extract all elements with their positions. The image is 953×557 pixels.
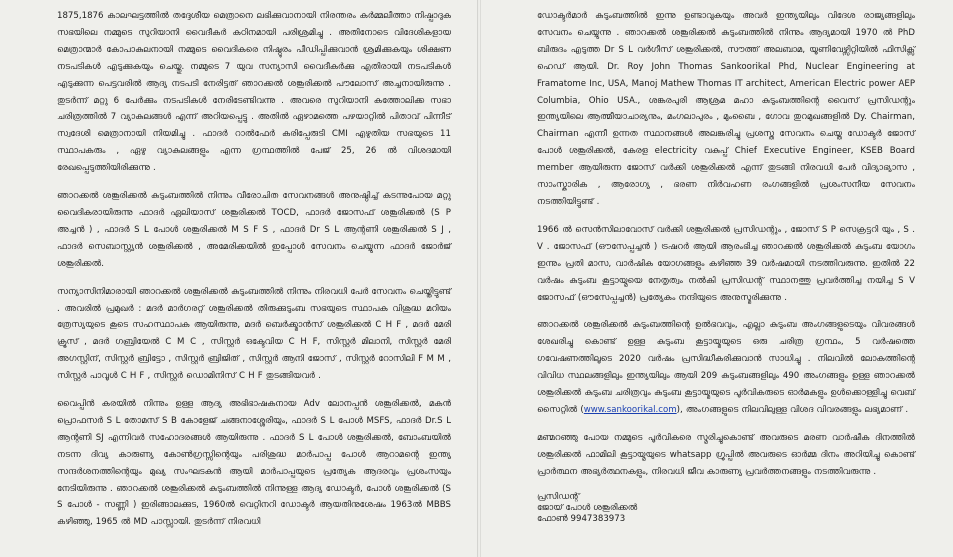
right-paragraph-3-suffix: , അംഗങ്ങളുടെ നിലവിലുള്ള വിശദ വിവരങ്ങളും ലഭ്യമാണ് . [680, 404, 909, 415]
right-paragraph-4: മണ്മറഞ്ഞു പോയ നമ്മുടെ പൂർവികരെ സ്മരിച്ചുകൊണ്ട് അവരുടെ മരണ വാർഷീക ദിനത്തിൽ ശങ്കൂരിക്കൽ ഫാമിലി കൂട്ടായ്മയുടെ whatsapp ഗ്രൂപ്പിൽ അവരുടെ ഓർമ്മ ദിനം അറിയിച്ചു കൊണ്ട് പ്രാർത്ഥന അഭ്യർത്ഥനകളും, നിരവധി ജീവ കാരുണ്യ പ്രവർത്തനങ്ങളും നടത്തിവരുന്നു . [537, 432, 915, 477]
left-paragraph-1: 1875,1876 കാലഘട്ടത്തിൽ തദ്ദേശീയ മെത്രാനെ ലഭിക്കുവാനായി നിരന്തരം കർമ്മലീത്താ നിഷ്പാദുക സഭയിലെ നമ്മുടെ സുറിയാനി വൈദീകർ കഠിനമായി പരിശ്രമിച്ചു . അതിനോടെ വിദേശികളായ മെത്രാന്മാർ കോപാകുലനായി നമ്മുടെ വൈദികരെ നിഷ്ഠൂരം പീഡിപ്പിക്കുവാൻ ശ്രമിക്കുകയും ശിക്ഷണ നടപടികൾ എടുക്കുകയും ചെയ്തു. നമ്മുടെ 7 യുവ സന്യാസി വൈദീകർക്കു എതിരായി നടപടികൾ എടുക്കുന്ന പെട്ടവരിൽ ആദ്യ നടപടി നേരിട്ടത് ഞാറക്കൽ ശങ്കൂരിക്കൽ പൗലോസ് അച്ചനായിരുന്നു . തുടർന്ന് മറ്റു 6 പേർക്കും നടപടികൾ നേരിടേണ്ടിവന്നു . അവരെ സുറിയാനി കത്തോലിക്ക സഭാ ചരിത്രത്തിൽ 7 വ്യാകുലങ്ങൾ എന്ന് അറിയപ്പെട്ടു . അതിൽ ഏഴാമത്തെ പഴയാറ്റിൽ പിതാവ് പിന്നീട് സ്വദേശി മെത്രാനായി നിയമിച്ചു . ഫാദർ റാൽഫേർ കരിപ്പേരുടി CMI എഴുതിയ സഭയുടെ 11 സ്ഥാപകരും , ഏഴു വ്യാകുലങ്ങളും എന്ന ഗ്രന്ഥത്തിൽ പേജ് 25, 26 ൽ വിശദമായി രേഖപ്പെടുത്തിയിരിക്കുന്നു . [57, 11, 451, 174]
right-paragraph-3: ഞാറക്കൽ ശങ്കൂരിക്കൽ കുടുംബത്തിന്റെ ഉൽഭവവും, എല്ലാ കുടുംബ അംഗങ്ങളുടെയും വിവരങ്ങൾ ശേഖരിച്ചു കൊണ്ട് ഉള്ള കുടുംബ കൂട്ടായ്മയുടെ ഒരു ചരിത്ര ഗ്രന്ഥം, 5 വർഷത്തെ ഗവേഷണത്തിലൂടെ 2020 വർഷം പ്രസിദ്ധീകരിക്കുവാൻ സാധിച്ചു . നിലവിൽ ലോകത്തിന്റെ വിവിധ സ്ഥലങ്ങളിലും ഇന്ത്യയിലും ആയി 209 കുടുംബങ്ങളിലും 490 അംഗങ്ങളും ഉള്ള ഞാറക്കൽ ശങ്കൂരിക്കൽ കുടുംബ ചരിത്രവും കുടുംബ കൂട്ടായ്മയുടെ പൂർവികരുടെ ഓർമകളും ഉൾക്കൊള്ളിച്ചു വെബ് സൈറ്റിൽ (www.sankoorikal.com), അംഗങ്ങളുടെ നിലവിലുള്ള വിശദ വിവരങ്ങളും ലഭ്യമാണ് . [537, 320, 915, 415]
left-paragraph-3: സന്യാസിനിമാരായി ഞാറക്കൽ ശങ്കൂരിക്കൽ കുടുംബത്തിൽ നിന്നും നിരവധി പേർ സേവനം ചെയ്തിട്ടുണ്ട് . അവരിൽ പ്രമുഖർ : മദർ മാർഗരറ്റ് ശങ്കൂരിക്കൽ തിരുക്കുടുംബ സഭയുടെ സ്ഥാപക വിശുദ്ധ മറിയം ത്രേസ്യയുടെ കൂടെ സഹസ്ഥാപക ആയിരുന്നു, മദർ ബെർക്ക്മാൻസ് ശങ്കൂരിക്കൽ C H F , മദർ മേരി ക്രൂസ് , മദർ ഗബ്രിയേൽ C M C , സിസ്റ്റർ ഒക്ടേവിയ C H F, സിസ്റ്റർ മിലാനി, സിസ്റ്റർ മേരി അഗസ്റ്റിന്, സിസ്റ്റർ ബ്രിട്ടോ , സിസ്റ്റർ ബ്രിജിത് , സിസ്റ്റർ ആനി ജോസ് , സിസ്റ്റർ റോസിലി F M M , സിസ്റ്റർ പാവൂൾ C H F , സിസ്റ്റർ ഡൊമിനിസ് C H F തുടങ്ങിയവർ . [57, 286, 451, 382]
left-paragraph-4: വൈപ്പിൻ കരയിൽ നിന്നും ഉള്ള ആദ്യ അഭിഭാഷകനായ Adv ലോനപ്പൻ ശങ്കൂരിക്കൽ, മകൻ പ്രൊഫസർ S L തോമസ് S B കോളേജ് ചങ്ങനാശ്ശേരിയും, ഫാദർ S L പോൾ MSFS, ഫാദർ Dr.S L ആന്റണി SJ എന്നിവർ സഹോദരങ്ങൾ ആയിരുന്നു . ഫാദർ S L പോൾ ശങ്കൂരിക്കൽ, ബോംബയിൽ നടന്ന ദിവ്യ കാരുണ്യ കോൺഗ്രസ്സിന്റെയും പരിശുദ്ധ മാർപാപ്പ പോൾ ആറാമന്റെ ഇന്ത്യ സന്ദർശനത്തിന്റെയും മുഖ്യ സംഘടകൻ ആയി മാർപാപ്പയുടെ പ്രത്യേക ആദരവും പ്രശംസയും നേടിയിരുന്നു . ഞാറക്കൽ ശങ്കൂരിക്കൽ കുടുംബത്തിൽ നിന്നുള്ള ആദ്യ ഡോക്ടർ, പോൾ ശങ്കൂരിക്കൽ (S S പോൾ - സണ്ണി ) ഇരിങ്ങാലക്കുട, 1960ൽ വെറ്റിനറി ഡോക്ടർ ആയതിനുശേഷം 1963ൽ MBBS കഴിഞ്ഞു, 1965 ൽ MD പാസ്സായി. തുടർന്ന് നിരവധി [57, 399, 451, 528]
signature-name: ജോയ് പോൾ ശങ്കൂരിക്കൽ [537, 502, 638, 513]
website-link[interactable]: www.sankoorikal.com [583, 404, 677, 415]
signature-phone: ഫോൺ 9947383973 [537, 514, 626, 525]
right-page [481, 0, 953, 557]
signature-block [537, 492, 915, 526]
signature-title: പ്രസിഡന്റ് [537, 491, 580, 502]
right-paragraph-2: 1966 ൽ സെൻസിലാവോസ് വർക്കി ശങ്കൂരിക്കൽ പ്രസിഡന്റും , ജോസ് S P സെക്രട്ടറി യും , S . V . ജോസഫ് (ഔസേപ്പച്ചൻ ) ട്രഷറർ ആയി ആരംഭിച്ച ഞാറക്കൽ ശങ്കൂരിക്കൽ കുടുംബ യോഗം ഇന്നും പ്രതി മാസ, വാർഷിക യോഗങ്ങളും കഴിഞ്ഞ 39 വർഷമായി നടത്തിവരുന്നു. ഇതിൽ 22 വർഷം കുടുംബ കൂട്ടായ്മയെ നേതൃത്വം നൽകി പ്രസിഡന്റ് സ്ഥാനത്തു പ്രവർത്തിച്ച നയിച്ച S V ജോസഫ് (ഔസേപ്പച്ചൻ) പ്രത്യേകം നന്ദിയുടെ അനുസ്മരിക്കുന്നു . [537, 224, 915, 303]
left-paragraph-2: ഞാറക്കൽ ശങ്കൂരിക്കൽ കുടുംബത്തിൽ നിന്നും വീരോചിത സേവനങ്ങൾ അനുഷ്ഠിച്ച് കടന്നുപോയ മറ്റു വൈദികരായിരുന്നു ഫാദർ ഏലിയാസ് ശങ്കൂരിക്കൽ TOCD, ഫാദർ ജോസഫ് ശങ്കൂരിക്കൽ (S P അച്ചൻ ) , ഫാദർ S L പോൾ ശങ്കൂരിക്കൽ M S F S , ഫാദർ Dr S L ആന്റണി ശങ്കൂരിക്കൽ S J , ഫാദർ സെബാസ്റ്റ്യൻ ശങ്കൂരിക്കൽ , അമേരിക്കയിൽ ഇപ്പോൾ സേവനം ചെയ്യുന്ന ഫാദർ ജോർജ് ശങ്കൂരിക്കൽ. [57, 191, 451, 269]
right-paragraph-1: ഡോക്ടർമാർ കുടുംബത്തിൽ ഇന്നു ഉണ്ടാവുകയും അവർ ഇന്ത്യയിലും വിദേശ രാജ്യങ്ങളിലും സേവനം ചെയ്യുന്നു . ഞാറക്കൽ ശങ്കൂരിക്കൽ കുടുംബത്തിൽ നിന്നും ആദ്യമായി 1970 ൽ PhD ബിരുദം എടുത്ത Dr S L വർഗീസ് ശങ്കൂരിക്കൽ, സൗത്ത് അലബാമ, യൂണിവേഴ്സിറ്റിയിൽ ഫിസിക്സ് ഹെഡ് ആയി. Dr. Roy John Thomas Sankoorikal Phd, Nuclear Engineering at Framatome Inc, USA, Manoj Mathew Thomas IT architect, American Electric power AEP Columbia, Ohio USA., ശങ്കരപുരി ആശ്രമ മഹാ കുടുംബത്തിന്റെ വൈസ് പ്രസിഡന്റും ഇന്ത്യയിലെ ആത്മീയാചാര്യനും, മംഗലാപുരം , മുംബൈ , ഗോവ തുറമുഖങ്ങളിൽ Dy. Chairman, Chairman എന്നീ ഉന്നത സ്ഥാനങ്ങൾ അലങ്കരിച്ചു പ്രശസ്ത സേവനം ചെയ്ത ഡോക്ടർ ജോസ് പോൾ ശങ്കൂരിക്കൽ, കേരള electricity വകുപ്പ് Chief Executive Engineer, KSEB Board member ആയിരുന്ന ജോസ് വർക്കി ശങ്കൂരിക്കൽ എന്ന് തുടങ്ങി നിരവധി പേർ വിദ്യാഭ്യാസ , സാംസ്കാരിക , ആരോഗ്യ , ഭരണ നിർവഹണ രംഗങ്ങളിൽ പ്രശംസനീയ സേവനം നടത്തിയിട്ടുണ്ട് . [537, 11, 915, 207]
right-paragraph-3-text: ഞാറക്കൽ ശങ്കൂരിക്കൽ കുടുംബത്തിന്റെ ഉൽഭവവും, എല്ലാ കുടുംബ അംഗങ്ങളുടെയും വിവരങ്ങൾ ശേഖരിച്ചു കൊണ്ട് ഉള്ള കുടുംബ കൂട്ടായ്മയുടെ ഒരു ചരിത്ര ഗ്രന്ഥം, 5 വർഷത്തെ ഗവേഷണത്തിലൂടെ 2020 വർഷം പ്രസിദ്ധീകരിക്കുവാൻ സാധിച്ചു . നിലവിൽ ലോകത്തിന്റെ വിവിധ സ്ഥലങ്ങളിലും ഇന്ത്യയിലും ആയി 209 കുടുംബങ്ങളിലും 490 അംഗങ്ങളും ഉള്ള ഞാറക്കൽ ശങ്കൂരിക്കൽ കുടുംബ ചരിത്രവും കുടുംബ കൂട്ടായ്മയുടെ പൂർവികരുടെ ഓർമകളും ഉൾക്കൊള്ളിച്ചു വെബ് സൈറ്റിൽ [537, 320, 915, 415]
